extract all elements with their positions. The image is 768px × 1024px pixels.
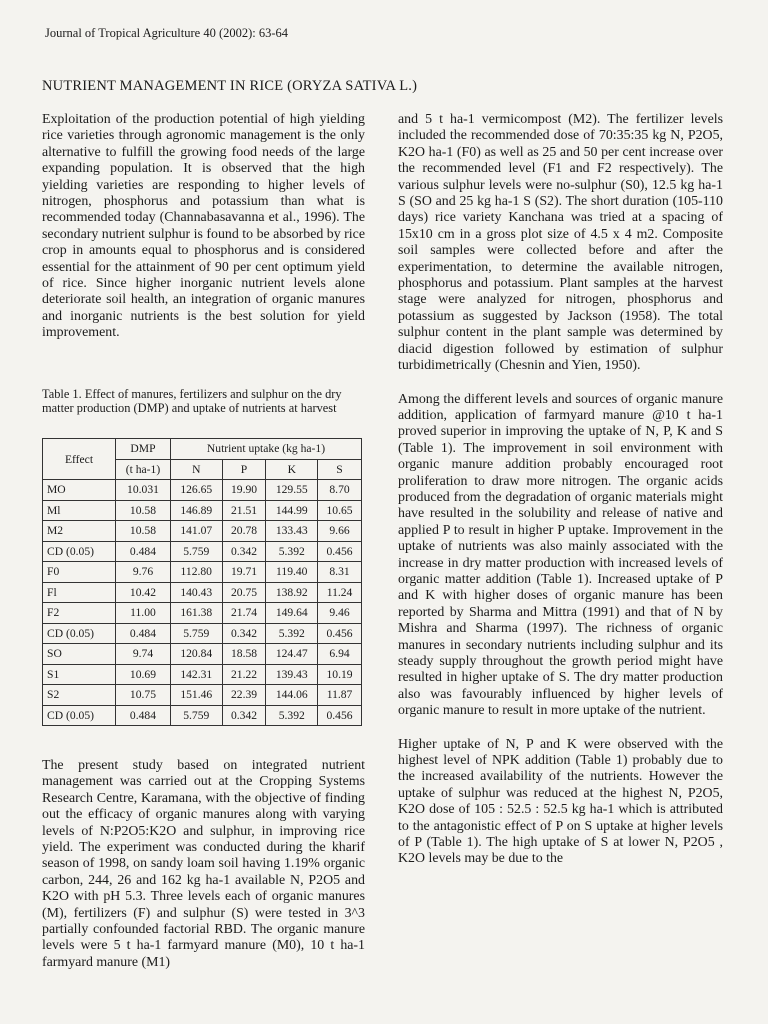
cell-s: 0.456 [318, 623, 362, 644]
cell-s: 6.94 [318, 644, 362, 665]
cell-dmp: 9.74 [115, 644, 170, 665]
cell-s: 0.456 [318, 541, 362, 562]
cell-s: 10.19 [318, 664, 362, 685]
table-row [43, 480, 362, 501]
header-effect: Effect [43, 439, 116, 480]
cell-p: 19.71 [222, 562, 266, 583]
cell-p: 18.58 [222, 644, 266, 665]
cell-p: 0.342 [222, 541, 266, 562]
cell-dmp: 10.69 [115, 664, 170, 685]
cell-s: 0.456 [318, 705, 362, 726]
table-row [43, 685, 362, 706]
cell-k: 5.392 [266, 705, 318, 726]
header-s: S [318, 459, 362, 480]
left-column-top [42, 112, 365, 342]
cell-effect: CD (0.05) [43, 705, 116, 726]
table-row [43, 664, 362, 685]
cell-s: 11.24 [318, 582, 362, 603]
cell-s: 11.87 [318, 685, 362, 706]
cell-k: 133.43 [266, 521, 318, 542]
cell-s: 9.46 [318, 603, 362, 624]
cell-k: 5.392 [266, 541, 318, 562]
cell-effect: Ml [43, 500, 116, 521]
cell-k: 129.55 [266, 480, 318, 501]
cell-dmp: 10.42 [115, 582, 170, 603]
results-paragraph-organic: Among the different levels and sources of organic manure addition, application of farmyard manure @10 t ha-1 proved superior in improving the uptake of N, P, K and S (Table 1). The improvement in soil environment with organic manure addition probably encouraged root proliferation to draw more nitrogen. The organic acids produced from the degradation of organic materials might have resulted in the solubility and release of native and applied P to result in higher P uptake. Improvement in the uptake of nutrients was also mainly associated with the increase in dry matter production with increased levels of organic matter addition (Table 1). Increased uptake of P and K with higher doses of organic manure has been reported by Sharma and Mittra (1991) and that of N by Mishra and Sharma (1997). The richness of organic manures in secondary nutrients including sulphur and its steady supply throughout the growth period might have resulted in higher uptake of S. The dry matter production also was favourably influenced by higher levels of organic manure to result in more uptake of the nutrient. [398, 391, 723, 719]
methods-paragraph: The present study based on integrated nutrient management was carried out at the Cropping Systems Research Centre, Karamana, with the objective of finding out the efficacy of organic manures along with varying levels of N:P2O5:K2O and sulphur, in improving rice yield. The experiment was conducted during the kharif season of 1998, on sandy loam soil having 1.19% organic carbon, 244, 26 and 162 kg ha-1 available N, P2O5 and K2O with pH 5.3. Three levels each of organic manures (M), fertilizers (F) and sulphur (S) were tested in 3^3 partially confounded factorial RBD. The organic manure levels were 5 t ha-1 farmyard manure (M0), 10 t ha-1 farmyard manure (M1) [42, 758, 365, 970]
cell-p: 21.51 [222, 500, 266, 521]
cell-k: 149.64 [266, 603, 318, 624]
cell-p: 19.90 [222, 480, 266, 501]
cell-k: 144.99 [266, 500, 318, 521]
cell-effect: S1 [43, 664, 116, 685]
table-row [43, 500, 362, 521]
cell-k: 138.92 [266, 582, 318, 603]
header-n: N [170, 459, 222, 480]
table-row [43, 521, 362, 542]
intro-paragraph: Exploitation of the production potential of high yielding rice varieties through agronomic management is the only alternative to fulfill the growing food needs of the large expanding population. It is observed that the high yielding varieties are responding to higher levels of nitrogen, phosphorus and potassium than what is recommended today (Channabasavanna et al., 1996). The secondary nutrient sulphur is found to be absorbed by rice crop in amounts equal to phosphorus and is considered essential for the attainment of 90 per cent optimum yield of rice. Since higher inorganic nutrient levels alone deteriorate soil health, an integration of organic manures and inorganic nutrients is the best solution for yield improvement. [42, 112, 365, 341]
cell-n: 151.46 [170, 685, 222, 706]
results-table [42, 438, 362, 726]
header-uptake: Nutrient uptake (kg ha-1) [170, 439, 361, 460]
header-k: K [266, 459, 318, 480]
cell-dmp: 10.031 [115, 480, 170, 501]
results-paragraph-npk: Higher uptake of N, P and K were observed with the highest level of NPK addition (Table 1) probably due to the increased availability of the nutrients. However the uptake of sulphur was reduced at the highest N, P2O5, K2O dose of 105 : 52.5 : 52.5 kg ha-1 which is attributed to the antagonistic effect of P on S uptake at higher levels of P (Table 1). The high uptake of S at lower N, P2O5 , K2O levels may be due to the [398, 736, 723, 867]
cell-n: 112.80 [170, 562, 222, 583]
cell-s: 10.65 [318, 500, 362, 521]
table-row [43, 705, 362, 726]
cell-dmp: 11.00 [115, 603, 170, 624]
cell-n: 5.759 [170, 623, 222, 644]
cell-effect: Fl [43, 582, 116, 603]
table-row [43, 582, 362, 603]
cell-effect: M2 [43, 521, 116, 542]
cell-dmp: 0.484 [115, 623, 170, 644]
cell-s: 8.70 [318, 480, 362, 501]
cell-p: 20.75 [222, 582, 266, 603]
cell-n: 5.759 [170, 705, 222, 726]
cell-effect: F2 [43, 603, 116, 624]
cell-effect: CD (0.05) [43, 541, 116, 562]
cell-n: 161.38 [170, 603, 222, 624]
header-dmp: DMP [115, 439, 170, 460]
header-p: P [222, 459, 266, 480]
cell-p: 21.22 [222, 664, 266, 685]
table-row [43, 562, 362, 583]
cell-dmp: 0.484 [115, 705, 170, 726]
cell-p: 20.78 [222, 521, 266, 542]
cell-k: 5.392 [266, 623, 318, 644]
table-row [43, 603, 362, 624]
cell-dmp: 0.484 [115, 541, 170, 562]
cell-effect: S2 [43, 685, 116, 706]
table-row [43, 623, 362, 644]
cell-p: 0.342 [222, 623, 266, 644]
methods-continued-paragraph: and 5 t ha-1 vermicompost (M2). The fertilizer levels included the recommended dose of 70:35:35 kg N, P2O5, K2O ha-1 (F0) as well as 25 and 50 per cent increase over the recommended level (F1 and F2 respectively). The various sulphur levels were no-sulphur (S0), 12.5 kg ha-1 S (SO and 25 kg ha-1 S (S2). The short duration (105-110 days) rice variety Kanchana was tried at a spacing of 15x10 cm in a gross plot size of 4.5 x 4 m2. Composite soil samples were collected before and after the experimentation, to determine the available nitrogen, phosphorus and potassium. Plant samples at the harvest stage were analyzed for nitrogen, phosphorus and potassium as suggested by Jackson (1958). The total sulphur content in the plant sample was determined by diacid digestion followed by estimation of sulphur turbidimetrically (Chesnin and Yien, 1950). [398, 112, 723, 374]
left-column-bottom [42, 758, 365, 971]
table-caption: Table 1. Effect of manures, fertilizers and sulphur on the dry matter production (DMP) and uptake of nutrients at harvest [42, 387, 342, 415]
cell-s: 9.66 [318, 521, 362, 542]
cell-effect: SO [43, 644, 116, 665]
cell-effect: CD (0.05) [43, 623, 116, 644]
cell-dmp: 10.58 [115, 500, 170, 521]
cell-effect: F0 [43, 562, 116, 583]
cell-p: 22.39 [222, 685, 266, 706]
cell-dmp: 10.75 [115, 685, 170, 706]
cell-dmp: 9.76 [115, 562, 170, 583]
cell-s: 8.31 [318, 562, 362, 583]
cell-k: 139.43 [266, 664, 318, 685]
cell-n: 142.31 [170, 664, 222, 685]
cell-k: 124.47 [266, 644, 318, 665]
table-row [43, 644, 362, 665]
cell-n: 140.43 [170, 582, 222, 603]
cell-p: 0.342 [222, 705, 266, 726]
header-dmp-unit: (t ha-1) [115, 459, 170, 480]
cell-n: 120.84 [170, 644, 222, 665]
cell-k: 119.40 [266, 562, 318, 583]
right-column [398, 112, 723, 868]
cell-n: 141.07 [170, 521, 222, 542]
cell-p: 21.74 [222, 603, 266, 624]
journal-citation: Journal of Tropical Agriculture 40 (2002): 63-64 [45, 26, 289, 40]
cell-k: 144.06 [266, 685, 318, 706]
cell-n: 5.759 [170, 541, 222, 562]
cell-dmp: 10.58 [115, 521, 170, 542]
article-title: NUTRIENT MANAGEMENT IN RICE (ORYZA SATIVA L.) [42, 78, 418, 94]
table-row [43, 541, 362, 562]
cell-n: 146.89 [170, 500, 222, 521]
cell-effect: MO [43, 480, 116, 501]
cell-n: 126.65 [170, 480, 222, 501]
